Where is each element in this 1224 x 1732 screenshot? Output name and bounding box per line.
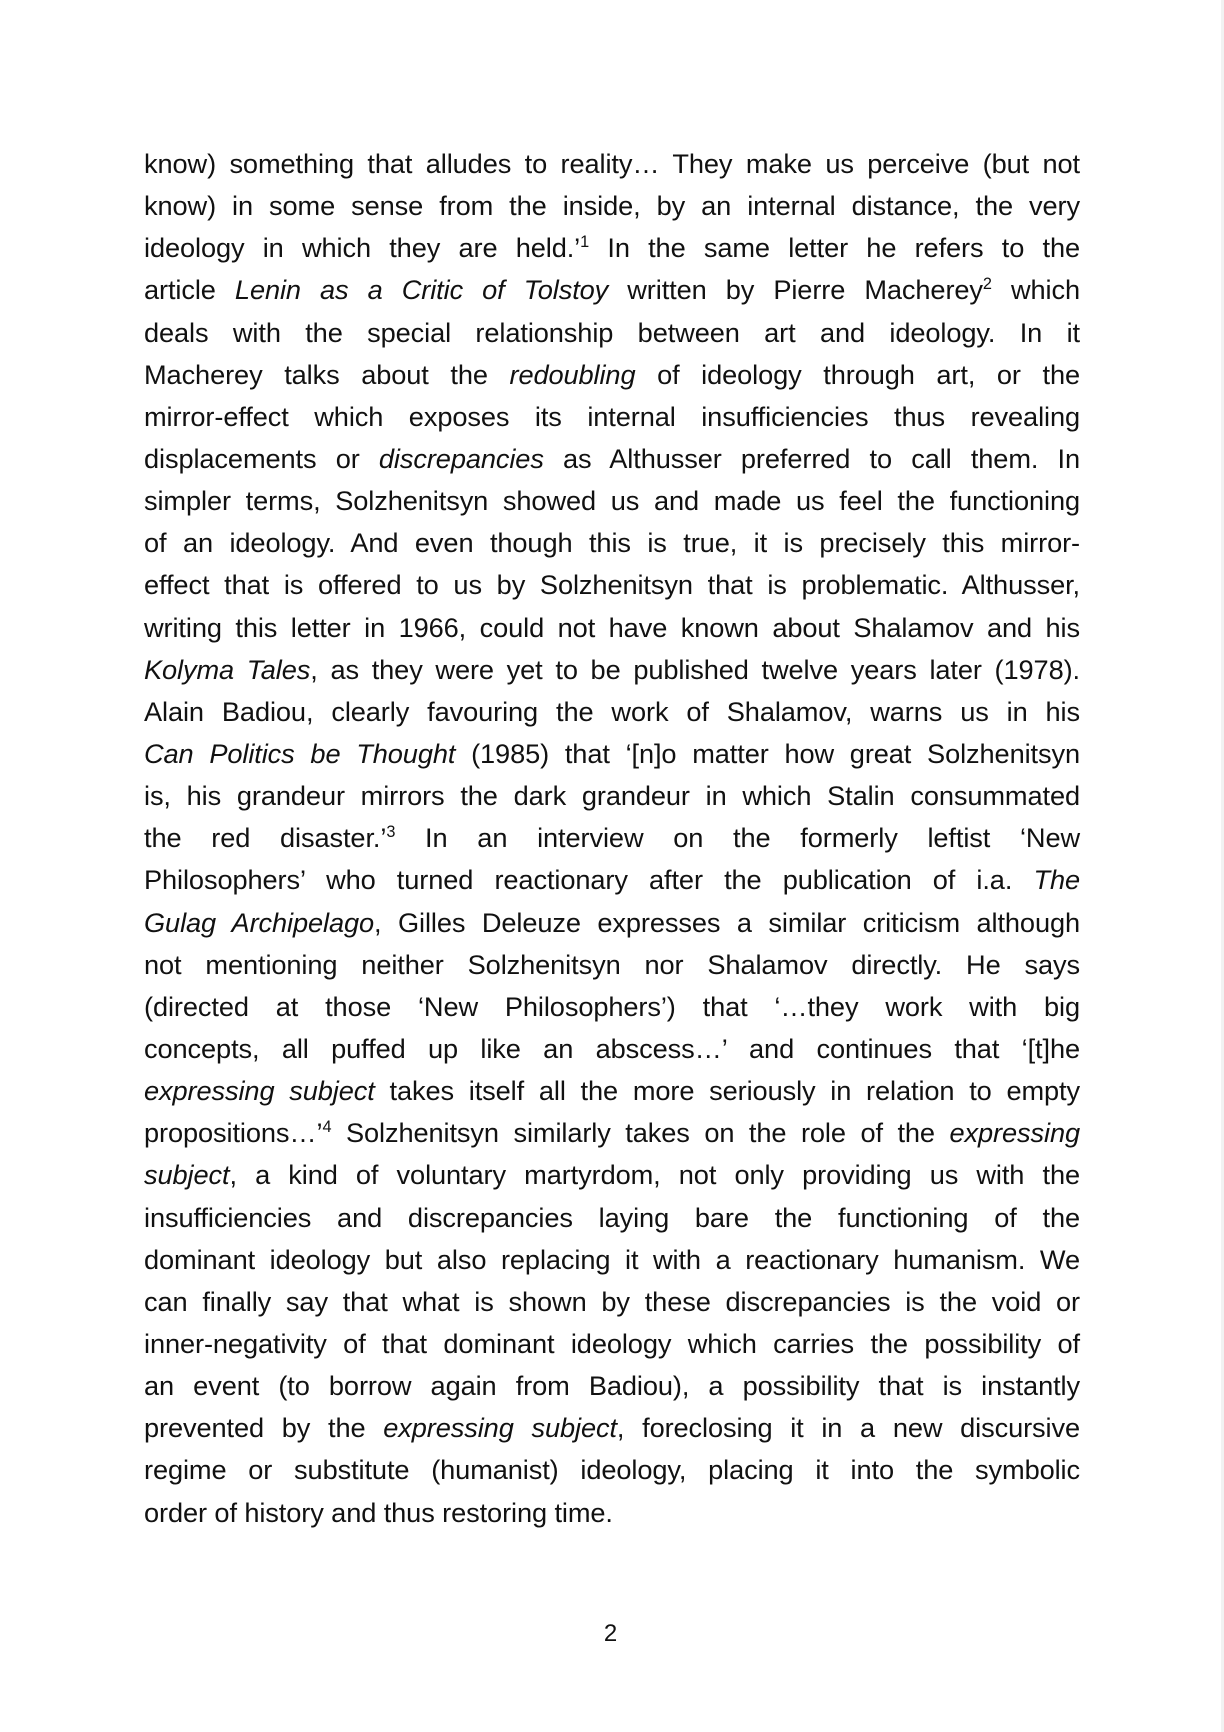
text-line: can finally say that what is shown by these discrepancies is the void or: [144, 1285, 1080, 1317]
italic-title: expressing subject: [144, 1075, 375, 1107]
italic-title: Can Politics be Thought: [144, 737, 456, 769]
text-line: article Lenin as a Critic of Tolstoy written by Pierre Macherey$^2$ which: [144, 274, 1081, 306]
footnote-marker: 4: [322, 1118, 332, 1137]
italic-title: Lenin as a Critic of Tolstoy: [234, 274, 609, 306]
text-line: expressing subject takes itself all the more seriously in relation to empty: [144, 1075, 1081, 1107]
text-line: inner-negativity of that dominant ideology which carries the possibility of: [144, 1327, 1080, 1359]
footnote-marker: 1: [580, 233, 590, 252]
text-line: Can Politics be Thought (1985) that ‘[n]o matter how great Solzhenitsyn: [144, 737, 1080, 769]
text-line: the red disaster.’$^3$ In an interview on the formerly leftist ‘New: [144, 822, 1080, 854]
text-line: propositions…’$^4$ Solzhenitsyn similarly takes on the role of the expressing: [144, 1117, 1080, 1149]
text-line: order of history and thus restoring time.: [144, 1496, 613, 1528]
body-paragraph: [144, 143, 1080, 1534]
text-line: know) in some sense from the inside, by an internal distance, the very: [144, 190, 1080, 222]
text-line: an event (to borrow again from Badiou), a possibility that is instantly: [144, 1370, 1080, 1402]
text-line: Kolyma Tales, as they were yet to be published twelve years later (1978).: [144, 653, 1081, 685]
italic-title: The: [1033, 864, 1080, 896]
text-line: writing this letter in 1966, could not have known about Shalamov and his: [144, 611, 1080, 643]
text-line: simpler terms, Solzhenitsyn showed us and made us feel the functioning: [144, 485, 1080, 517]
italic-title: discrepancies: [378, 442, 544, 474]
page-number: 2: [603, 1620, 618, 1647]
text-line: deals with the special relationship between art and ideology. In it: [144, 316, 1080, 348]
italic-title: Gulag Archipelago: [144, 906, 375, 938]
text-line: insufficiencies and discrepancies laying bare the functioning of the: [144, 1201, 1080, 1233]
text-line: regime or substitute (humanist) ideology, placing it into the symbolic: [144, 1454, 1080, 1486]
text-line: concepts, all puffed up like an abscess…’ and continues that ‘[t]he: [144, 1032, 1080, 1064]
italic-title: redoubling: [509, 358, 636, 390]
text-line: Gulag Archipelago, Gilles Deleuze expresses a similar criticism although: [144, 906, 1081, 938]
italic-title: subject: [144, 1159, 230, 1191]
footnote-marker: 3: [386, 823, 396, 842]
text-line: effect that is offered to us by Solzhenitsyn that is problematic. Althusser,: [144, 569, 1080, 601]
italic-title: expressing: [949, 1117, 1080, 1149]
text-line: displacements or discrepancies as Althusser preferred to call them. In: [144, 442, 1080, 474]
footnote-marker: 2: [982, 275, 992, 294]
text-line: (directed at those ‘New Philosophers’) that ‘…they work with big: [144, 990, 1080, 1022]
text-line: subject, a kind of voluntary martyrdom, not only providing us with the: [144, 1159, 1080, 1191]
text-line: Philosophers’ who turned reactionary after the publication of i.a. The: [144, 864, 1080, 896]
text-line: dominant ideology but also replacing it with a reactionary humanism. We: [144, 1243, 1080, 1275]
text-line: not mentioning neither Solzhenitsyn nor Shalamov directly. He says: [144, 948, 1080, 980]
text-line: Alain Badiou, clearly favouring the work of Shalamov, warns us in his: [144, 695, 1080, 727]
text-line: of an ideology. And even though this is true, it is precisely this mirror-: [144, 527, 1080, 559]
text-line: ideology in which they are held.’$^1$ In the same letter he refers to the: [144, 232, 1080, 264]
text-line: prevented by the expressing subject, foreclosing it in a new discursive: [144, 1412, 1081, 1444]
text-line: know) something that alludes to reality… They make us perceive (but not: [144, 148, 1080, 179]
italic-title: Kolyma Tales: [144, 653, 311, 685]
text-line: Macherey talks about the redoubling of ideology through art, or the: [144, 358, 1080, 390]
italic-title: expressing subject: [383, 1412, 617, 1444]
text-line: is, his grandeur mirrors the dark grandeur in which Stalin consummated: [144, 780, 1080, 812]
text-line: mirror-effect which exposes its internal insufficiencies thus revealing: [144, 400, 1080, 432]
